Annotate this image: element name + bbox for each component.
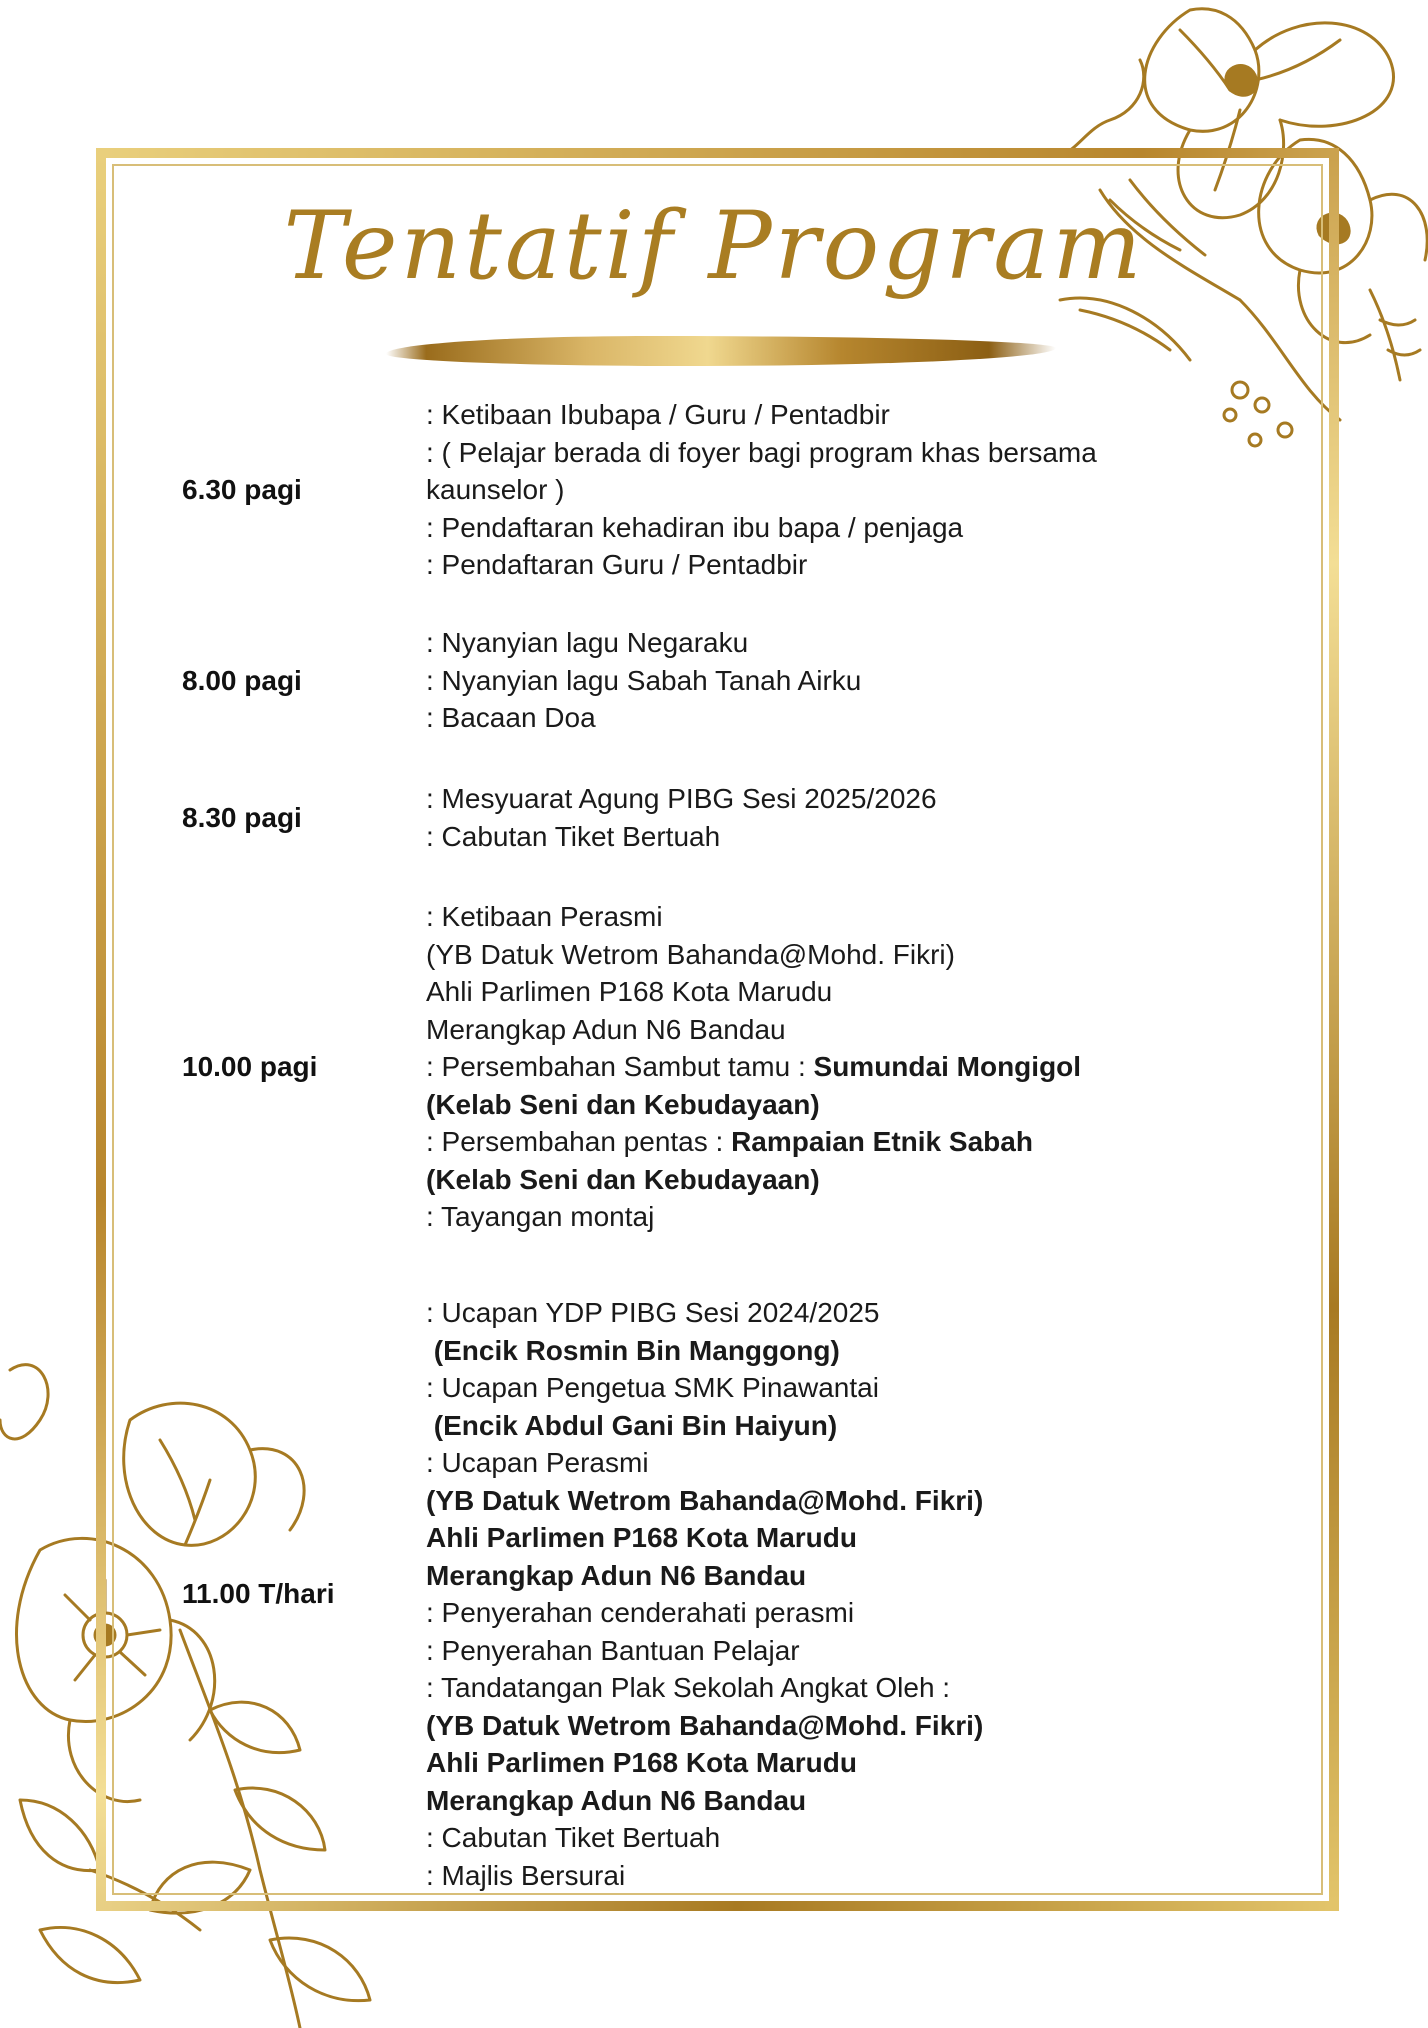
item-text: : Ucapan Perasmi bbox=[426, 1447, 649, 1478]
schedule-item bbox=[426, 396, 1246, 434]
schedule-items bbox=[426, 898, 1246, 1236]
schedule-item bbox=[426, 1782, 1246, 1820]
item-text-bold: (Encik Abdul Gani Bin Haiyun) bbox=[426, 1409, 838, 1441]
schedule-item bbox=[426, 1011, 1246, 1049]
schedule-item bbox=[426, 699, 1246, 737]
schedule-item bbox=[426, 818, 1246, 856]
schedule-item bbox=[426, 662, 1246, 700]
schedule-item bbox=[426, 1086, 1246, 1124]
schedule-item bbox=[426, 936, 1246, 974]
item-text: kaunselor ) bbox=[426, 474, 565, 505]
item-text-bold: Merangkap Adun N6 Bandau bbox=[426, 1784, 807, 1816]
item-text: : Pendaftaran kehadiran ibu bapa / penjaga bbox=[426, 511, 964, 543]
schedule-item bbox=[426, 1332, 1246, 1370]
item-text: : Penyerahan cenderahati perasmi bbox=[426, 1597, 855, 1628]
item-text: : Persembahan pentas : bbox=[426, 1126, 732, 1157]
item-text-bold: (Kelab Seni dan Kebudayaan) bbox=[426, 1088, 820, 1120]
item-text: : Bacaan Doa bbox=[426, 702, 596, 733]
schedule-item bbox=[426, 1632, 1246, 1670]
item-text: : Ucapan Pengetua SMK Pinawantai bbox=[426, 1372, 879, 1403]
schedule-time: 8.30 pagi bbox=[182, 801, 302, 833]
schedule-items bbox=[426, 780, 1246, 855]
schedule-item bbox=[426, 1123, 1246, 1161]
item-text: : Pendaftaran Guru / Pentadbir bbox=[426, 549, 808, 580]
item-text-bold: (YB Datuk Wetrom Bahanda@Mohd. Fikri) bbox=[426, 1484, 984, 1516]
item-text-bold: Merangkap Adun N6 Bandau bbox=[426, 1559, 807, 1591]
item-text: : ( Pelajar berada di foyer bagi program khas bersama bbox=[426, 436, 1097, 468]
item-text: : Mesyuarat Agung PIBG Sesi 2025/2026 bbox=[426, 783, 937, 814]
schedule-item bbox=[426, 1519, 1246, 1557]
item-text-bold: Sumundai Mongigol bbox=[813, 1051, 1082, 1082]
schedule-item bbox=[426, 1482, 1246, 1520]
item-text: : Ketibaan Ibubapa / Guru / Pentadbir bbox=[426, 399, 890, 430]
item-text: Ahli Parlimen P168 Kota Marudu bbox=[426, 976, 833, 1007]
page-title: Tentatif Program bbox=[283, 192, 1145, 301]
schedule-item bbox=[426, 1198, 1246, 1236]
schedule-item bbox=[426, 434, 1246, 472]
item-text: : Tayangan montaj bbox=[426, 1201, 655, 1232]
schedule-items bbox=[426, 1294, 1246, 1894]
item-text-bold: (YB Datuk Wetrom Bahanda@Mohd. Fikri) bbox=[426, 1709, 984, 1741]
item-text-bold: (Kelab Seni dan Kebudayaan) bbox=[426, 1163, 820, 1195]
schedule-item bbox=[426, 1407, 1246, 1445]
schedule-item bbox=[426, 1857, 1246, 1895]
item-text: : Tandatangan Plak Sekolah Angkat Oleh : bbox=[426, 1672, 951, 1703]
item-text-bold: Rampaian Etnik Sabah bbox=[731, 1126, 1033, 1157]
schedule-item bbox=[426, 546, 1246, 584]
schedule-item bbox=[426, 1048, 1246, 1086]
schedule-item bbox=[426, 973, 1246, 1011]
item-text: (YB Datuk Wetrom Bahanda@Mohd. Fikri) bbox=[426, 938, 955, 970]
schedule-item bbox=[426, 509, 1246, 547]
item-text: : Majlis Bersurai bbox=[426, 1859, 626, 1891]
schedule-item bbox=[426, 780, 1246, 818]
schedule-time: 10.00 pagi bbox=[182, 1051, 318, 1082]
schedule-item bbox=[426, 1707, 1246, 1745]
item-text: : Ketibaan Perasmi bbox=[426, 901, 663, 932]
schedule-item bbox=[426, 1369, 1246, 1407]
item-text: : Nyanyian lagu Sabah Tanah Airku bbox=[426, 664, 862, 696]
schedule-item bbox=[426, 624, 1246, 662]
item-text-bold: (Encik Rosmin Bin Manggong) bbox=[426, 1334, 840, 1366]
schedule-item bbox=[426, 1557, 1246, 1595]
schedule-item bbox=[426, 1819, 1246, 1857]
item-text-bold: Ahli Parlimen P168 Kota Marudu bbox=[426, 1747, 857, 1778]
schedule-item bbox=[426, 471, 1246, 509]
item-text: Merangkap Adun N6 Bandau bbox=[426, 1013, 786, 1045]
schedule-item bbox=[426, 1161, 1246, 1199]
schedule-item bbox=[426, 1594, 1246, 1632]
item-text: : Cabutan Tiket Bertuah bbox=[426, 1822, 721, 1853]
item-text: : Cabutan Tiket Bertuah bbox=[426, 820, 721, 852]
item-text-bold: Ahli Parlimen P168 Kota Marudu bbox=[426, 1522, 857, 1553]
schedule-item bbox=[426, 1444, 1246, 1482]
schedule-item bbox=[426, 1744, 1246, 1782]
schedule-time: 6.30 pagi bbox=[182, 474, 302, 505]
schedule-item bbox=[426, 1294, 1246, 1332]
schedule-items bbox=[426, 396, 1246, 584]
item-text: : Persembahan Sambut tamu : bbox=[426, 1051, 814, 1082]
schedule-item bbox=[426, 898, 1246, 936]
schedule-time: 8.00 pagi bbox=[182, 664, 302, 696]
schedule-time: 11.00 T/hari bbox=[182, 1578, 335, 1610]
item-text: : Nyanyian lagu Negaraku bbox=[426, 627, 749, 658]
schedule-items bbox=[426, 624, 1246, 737]
schedule-item bbox=[426, 1669, 1246, 1707]
item-text: : Penyerahan Bantuan Pelajar bbox=[426, 1634, 800, 1666]
item-text: : Ucapan YDP PIBG Sesi 2024/2025 bbox=[426, 1297, 880, 1328]
